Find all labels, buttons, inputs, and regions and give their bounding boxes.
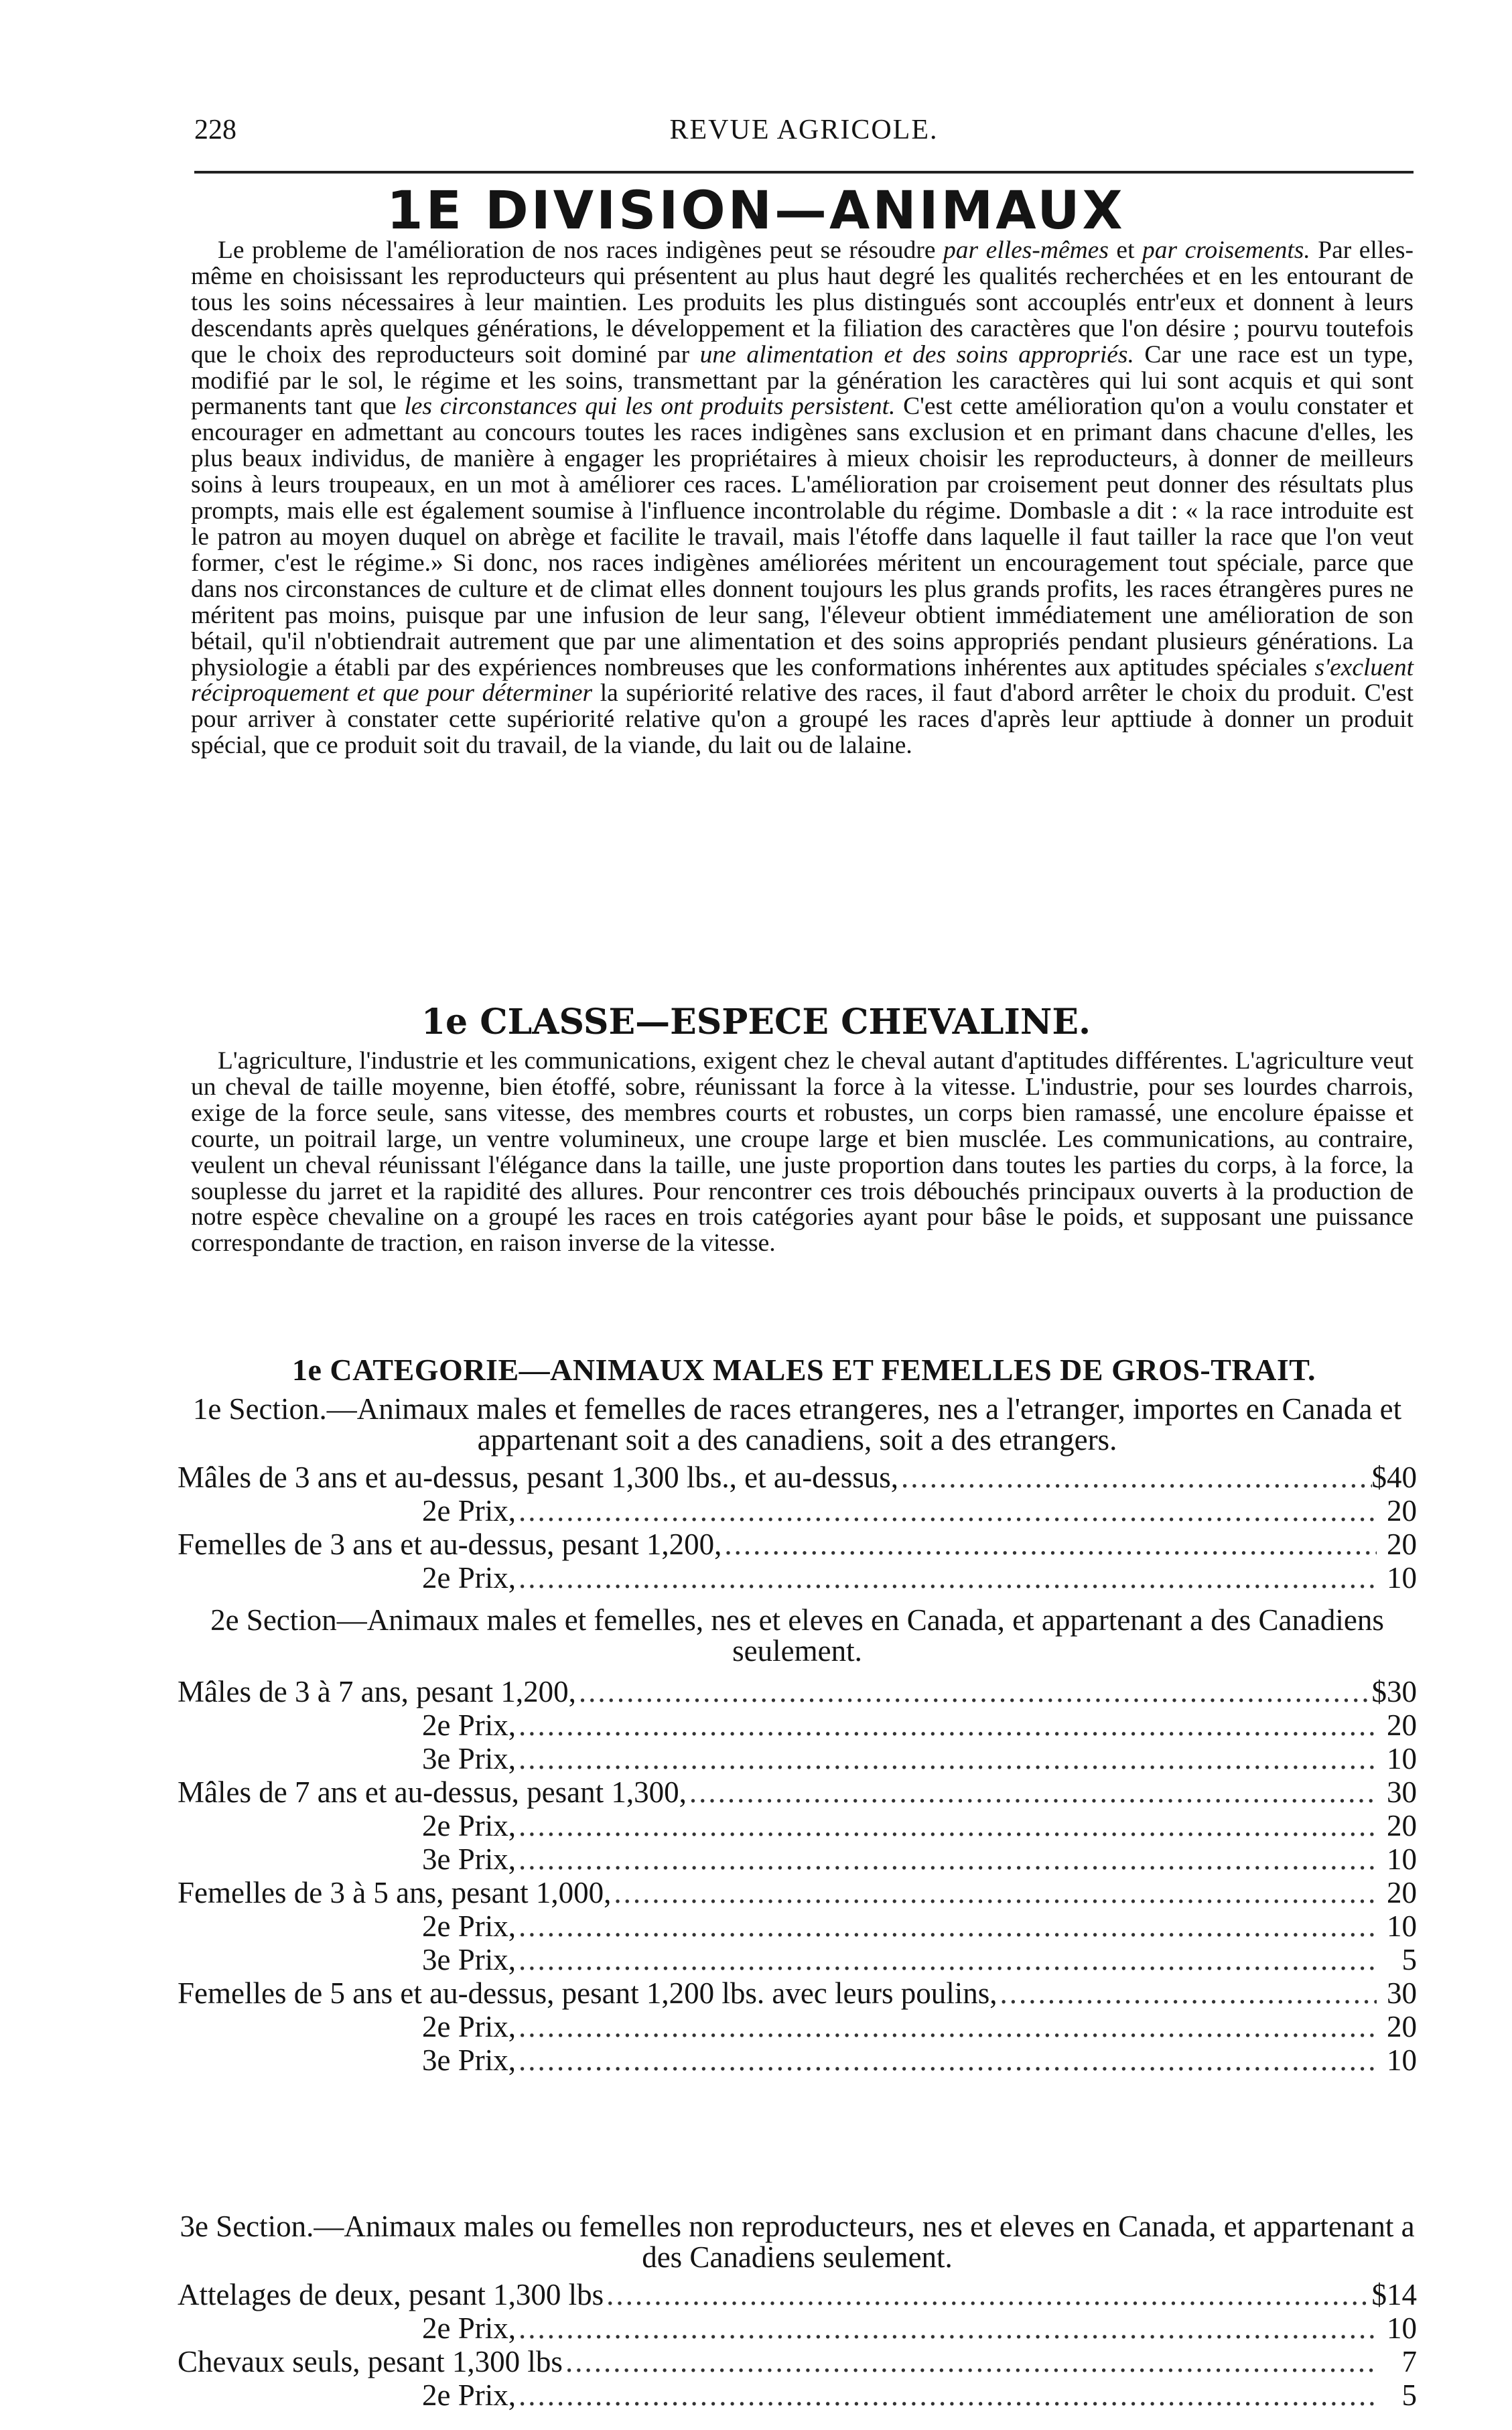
prize-amount: 5: [1401, 2378, 1417, 2412]
intro-text: Car une race est un type, modifié par le sol, le régime et les soins, transmettant par la génération les caractères qui lui sont acquis et qui sont permanents tant que: [191, 340, 1414, 421]
prize-label: Mâles de 3 à 7 ans, pesant 1,200,: [178, 1675, 576, 1708]
prize-line: [178, 1675, 1417, 1708]
journal-title: REVUE AGRICOLE.: [669, 115, 939, 145]
prize-line: [422, 1909, 1417, 1943]
prize-line: [422, 2378, 1417, 2412]
intro-emphasis: par elles-mêmes: [943, 237, 1109, 264]
prize-label: Mâles de 7 ans et au-dessus, pesant 1,300,: [178, 1775, 687, 1809]
prize-line: [422, 1842, 1417, 1876]
prize-line: [422, 1742, 1417, 1775]
prize-label: 2e Prix,: [422, 1494, 516, 1528]
prize-label: Femelles de 5 ans et au-dessus, pesant 1,200 lbs. avec leurs poulins,: [178, 1976, 998, 2010]
prize-label: 2e Prix,: [422, 1909, 516, 1943]
prize-label: Femelles de 3 à 5 ans, pesant 1,000,: [178, 1876, 612, 1909]
prize-amount: 20: [1387, 1809, 1417, 1842]
prize-label: 2e Prix,: [422, 1708, 516, 1742]
intro-text: la supériorité relative des races, il faut d'abord arrêter le choix du produit. C'est pour arriver à constater cette supériorité relative qu'on a groupé les races d'après leur apttiude à donner un produit spécial, que ce produit soit du travail, de la viande, du lait ou de lalaine.: [191, 679, 1414, 760]
prize-amount: 20: [1387, 2010, 1417, 2043]
prize-amount: 10: [1387, 1909, 1417, 1943]
prize-amount: 20: [1387, 1876, 1417, 1909]
prize-label: Mâles de 3 ans et au-dessus, pesant 1,300 lbs., et au-dessus,: [178, 1461, 899, 1494]
prize-amount: 7: [1401, 2345, 1417, 2378]
class-paragraph: [191, 1049, 1414, 1353]
intro-emphasis: les circonstances qui les ont produits persistent.: [404, 393, 896, 421]
category-heading: 1e CATEGORIE—ANIMAUX MALES ET FEMELLES DE GROS-TRAIT.: [291, 1353, 1316, 1387]
intro-text: C'est cette amélioration qu'on a voulu constater et encourager en admettant au concours toutes les races indigènes sans exclusion et en primant dans chacune d'elles, les plus beaux individus, de manière à engager les propriétaires à mieux choisir les reproducteurs, à donner de meilleurs soins à leurs troupeaux, en un mot à améliorer ces races. L'amélioration par croisement peut donner des résultats plus prompts, mais elle est également soumise à l'influence incontrolable du régime. Dombasle a dit : « la race introduite est le patron au moyen duquel on abrège et facilite le travail, mais l'étoffe dans laquelle il faut tailler la race que l'on veut former, c'est le régime.» Si donc, nos races indigènes améliorées méritent un encouragement tout spéciale, parce que dans nos circonstances de culture et de climat elles donnent toujours les plus grands profits, les races étrangères pures ne méritent pas moins, puisque par une infusion de leur sang, l'éleveur obtient immédiatement une amélioration de son bétail, qu'il n'obtiendrait autrement que par une alimentation et des soins appropriés pendant plusieurs générations. La physiologie a établi par des expériences nombreuses que les conformations inhérentes aux aptitudes spéciales: [191, 393, 1414, 681]
prize-line: [178, 2278, 1417, 2311]
intro-paragraph: [191, 238, 1414, 1002]
prize-label: 3e Prix,: [422, 1742, 516, 1775]
prize-label: 3e Prix,: [422, 2043, 516, 2077]
intro-emphasis: une alimentation et des soins appropriés.: [699, 340, 1134, 368]
prize-line: [178, 1775, 1417, 1809]
prize-label: Chevaux seuls, pesant 1,300 lbs: [178, 2345, 563, 2378]
intro-emphasis: par croisements.: [1142, 237, 1310, 264]
prize-line: [178, 1976, 1417, 2010]
prize-line: [422, 2010, 1417, 2043]
intro-text: Le probleme de l'amélioration de nos races indigènes peut se résoudre: [218, 237, 944, 264]
section-heading: 3e Section.—Animaux males ou femelles non reproducteurs, nes et eleves en Canada, et appartenant a des Canadiens seulement.: [180, 2210, 1415, 2274]
prize-label: 2e Prix,: [422, 1809, 516, 1842]
prize-amount: 10: [1387, 2043, 1417, 2077]
prize-amount: 10: [1387, 1742, 1417, 1775]
prize-line: [422, 1494, 1417, 1528]
intro-text: et: [1108, 237, 1143, 264]
prize-amount: 10: [1387, 2311, 1417, 2345]
prize-label: 2e Prix,: [422, 2311, 516, 2345]
prize-amount: 20: [1387, 1708, 1417, 1742]
intro-emphasis: s'excluent réciproquement et que pour déterminer: [191, 653, 1414, 707]
prize-label: 3e Prix,: [422, 1943, 516, 1976]
prize-line: [178, 1876, 1417, 1909]
prize-label: 2e Prix,: [422, 1561, 516, 1595]
prize-line: [178, 2345, 1417, 2378]
prize-amount: 30: [1387, 1976, 1417, 2010]
prize-amount: 10: [1387, 1561, 1417, 1595]
class-text: L'agriculture, l'industrie et les communications, exigent chez le cheval autant d'aptitudes différentes. L'agriculture veut un cheval de taille moyenne, bien étoffé, sobre, réunissant la force à la vitesse. L'industrie, pour ses lourdes charrois, exige de la force seule, sans vitesse, des membres courts et robustes, un corps bien ramassé, une encolure épaisse et courte, un poitrail large, un ventre volumineux, une croupe large et bien musclée. Les communications, au contraire, veulent un cheval réunissant l'élégance dans la taille, une juste proportion dans toutes les parties du corps, à la force, la souplesse du jarret et la rapidité des allures. Pour rencontrer ces trois débouchés principaux ouverts à la production de notre espèce chevaline on a groupé les races en trois catégories ayant pour bâse le poids, et supposant une puissance correspondante de traction, en raison inverse de la vitesse.: [191, 1047, 1414, 1258]
prize-label: Femelles de 3 ans et au-dessus, pesant 1,200,: [178, 1528, 722, 1561]
intro-text: Par elles-même en choisissant les reproducteurs qui présentent au plus haut degré les qualités recherchées et en les entourant de tous les soins nécessaires à leur maintien. Les produits les plus distingués sont accouplés entr'eux et donnent à leurs descendants après quelques générations, le développement et la filiation des caractères que l'on désire ; pourvu toutefois que le choix des reproducteurs soit dominé par: [191, 237, 1414, 368]
prize-label: Attelages de deux, pesant 1,300 lbs: [178, 2278, 604, 2311]
prize-label: 2e Prix,: [422, 2378, 516, 2412]
prize-line: [422, 2311, 1417, 2345]
prize-amount: 30: [1387, 1775, 1417, 1809]
page-number: 228: [194, 115, 236, 145]
header-rule: [194, 171, 1414, 174]
running-header: [194, 114, 1414, 154]
division-heading: 1E DIVISION—ANIMAUX: [387, 181, 1125, 241]
prize-line: [422, 1943, 1417, 1976]
prize-line: [178, 1528, 1417, 1561]
prize-label: 3e Prix,: [422, 1842, 516, 1876]
prize-amount: $40: [1371, 1461, 1417, 1494]
prize-label: 2e Prix,: [422, 2010, 516, 2043]
section-heading: 1e Section.—Animaux males et femelles de races etrangeres, nes a l'etranger, importes en Canada et appartenant soit a des canadiens, soit a des etrangers.: [192, 1392, 1402, 1457]
class-heading: 1e CLASSE—ESPECE CHEVALINE.: [421, 1002, 1091, 1042]
prize-amount: 20: [1387, 1528, 1417, 1561]
prize-line: [178, 1461, 1417, 1494]
prize-amount: $14: [1371, 2278, 1417, 2311]
prize-line: [422, 1561, 1417, 1595]
prize-amount: 20: [1387, 1494, 1417, 1528]
section-heading: 2e Section—Animaux males et femelles, nes et eleves en Canada, et appartenant a des Canadiens seulement.: [210, 1603, 1384, 1668]
prize-line: [422, 2043, 1417, 2077]
prize-amount: $30: [1371, 1675, 1417, 1708]
prize-line: [422, 1809, 1417, 1842]
prize-amount: 5: [1401, 1943, 1417, 1976]
prize-line: [422, 1708, 1417, 1742]
prize-amount: 10: [1387, 1842, 1417, 1876]
